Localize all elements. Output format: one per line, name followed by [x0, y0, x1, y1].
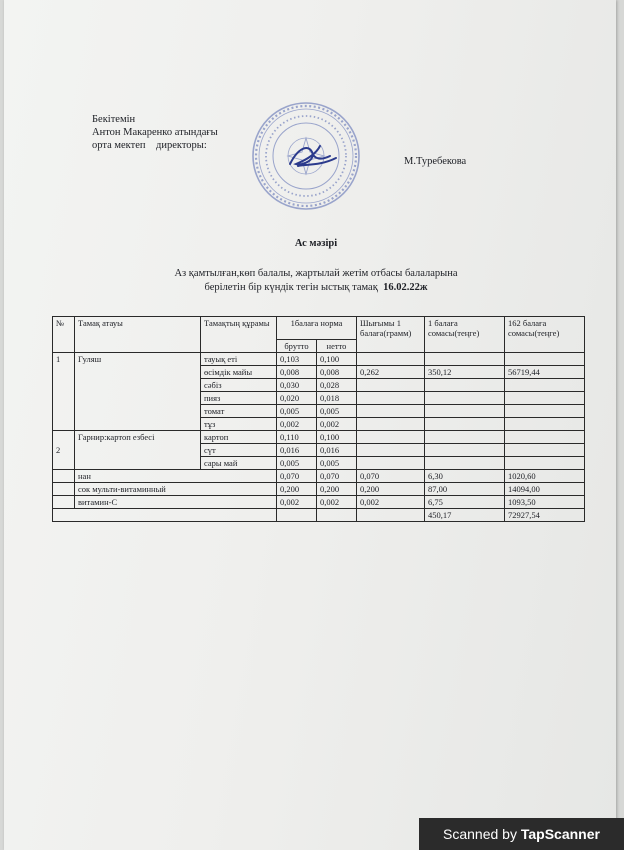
- scanner-brand: TapScanner: [520, 826, 600, 842]
- ingredient-brutto: 0,005: [277, 457, 317, 470]
- ingredient-netto: 0,005: [317, 457, 357, 470]
- ingredient-brutto: 0,005: [277, 405, 317, 418]
- table-row: [53, 353, 585, 366]
- ingredient-brutto: 0,008: [277, 366, 317, 379]
- extra-consumption: 0,070: [357, 470, 425, 483]
- dish-number: 1: [53, 353, 75, 431]
- scanner-watermark: [419, 818, 624, 850]
- ingredient-name: сәбіз: [201, 379, 277, 392]
- signature-mark: [290, 146, 336, 166]
- ingredient-name: томат: [201, 405, 277, 418]
- subtitle-text: берілетін бір күндік тегін ыстық тамақ: [204, 282, 378, 293]
- ingredient-name: сүт: [201, 444, 277, 457]
- approval-line-3: орта мектеп директоры:: [92, 140, 207, 151]
- approval-line-2: Антон Макаренко атындағы: [92, 127, 218, 138]
- extra-name: сок мульти-витаминный: [75, 483, 277, 496]
- extra-price-162: 1093,50: [505, 496, 585, 509]
- table-row: [53, 496, 585, 509]
- extra-brutto: 0,200: [277, 483, 317, 496]
- extra-brutto: 0,002: [277, 496, 317, 509]
- ingredient-brutto: 0,103: [277, 353, 317, 366]
- dish-name: Гарнир:картоп езбесі: [75, 431, 201, 470]
- ingredient-brutto: 0,110: [277, 431, 317, 444]
- ingredient-name: өсімдік майы: [201, 366, 277, 379]
- ingredient-name: тауық еті: [201, 353, 277, 366]
- menu-date: 16.02.22ж: [383, 282, 428, 293]
- header-price-162: 162 балаға сомасы(теңге): [505, 317, 585, 353]
- extra-brutto: 0,070: [277, 470, 317, 483]
- ingredient-brutto: 0,016: [277, 444, 317, 457]
- ingredient-brutto: 0,002: [277, 418, 317, 431]
- dish-price-one: 350,12: [425, 366, 505, 379]
- extra-price-162: 1020,60: [505, 470, 585, 483]
- extra-name: витамин-С: [75, 496, 277, 509]
- ingredient-netto: 0,028: [317, 379, 357, 392]
- ingredient-brutto: 0,030: [277, 379, 317, 392]
- table-row: [53, 431, 585, 444]
- extra-consumption: 0,200: [357, 483, 425, 496]
- ingredient-netto: 0,005: [317, 405, 357, 418]
- table-row: [53, 470, 585, 483]
- menu-table: [52, 316, 585, 522]
- total-price-one: 450,17: [425, 509, 505, 522]
- total-price-162: 72927,54: [505, 509, 585, 522]
- ingredient-name: картоп: [201, 431, 277, 444]
- extra-price-one: 6,75: [425, 496, 505, 509]
- scanner-prefix: Scanned by: [443, 826, 521, 842]
- extra-consumption: 0,002: [357, 496, 425, 509]
- table-row: [53, 483, 585, 496]
- header-dish: Тамақ атауы: [75, 317, 201, 353]
- extra-price-one: 6,30: [425, 470, 505, 483]
- extra-netto: 0,002: [317, 496, 357, 509]
- ingredient-netto: 0,018: [317, 392, 357, 405]
- dish-name: Гуляш: [75, 353, 201, 431]
- extra-name: нан: [75, 470, 277, 483]
- ingredient-name: тұз: [201, 418, 277, 431]
- header-netto: нетто: [317, 340, 357, 353]
- document-subtitle-2: [4, 282, 624, 293]
- header-brutto: брутто: [277, 340, 317, 353]
- director-name: М.Туребекова: [404, 156, 467, 167]
- extra-price-162: 14094,00: [505, 483, 585, 496]
- ingredient-netto: 0,016: [317, 444, 357, 457]
- extra-netto: 0,070: [317, 470, 357, 483]
- document-heading: Ас мәзірі: [294, 238, 338, 249]
- ingredient-name: сары май: [201, 457, 277, 470]
- extra-netto: 0,200: [317, 483, 357, 496]
- dish-consumption: 0,262: [357, 366, 425, 379]
- header-price-one: 1 балаға сомасы(теңге): [425, 317, 505, 353]
- ingredient-name: пияз: [201, 392, 277, 405]
- official-seal-stamp: [250, 100, 362, 212]
- header-consumption: Шығымы 1 балаға(грамм): [357, 317, 425, 353]
- table-header-row: [53, 317, 585, 340]
- ingredient-brutto: 0,020: [277, 392, 317, 405]
- extra-price-one: 87,00: [425, 483, 505, 496]
- approval-block: [92, 113, 218, 152]
- approval-line-1: Бекітемін: [92, 114, 136, 125]
- dish-number: 2: [53, 431, 75, 470]
- header-norm: 1балаға норма: [277, 317, 357, 340]
- ingredient-netto: 0,100: [317, 431, 357, 444]
- dish-price-162: 56719,44: [505, 366, 585, 379]
- table-total-row: [53, 509, 585, 522]
- ingredient-netto: 0,008: [317, 366, 357, 379]
- header-composition: Тамақтың құрамы: [201, 317, 277, 353]
- ingredient-netto: 0,100: [317, 353, 357, 366]
- header-num: №: [53, 317, 75, 353]
- document-subtitle-1: Аз қамтылған,көп балалы, жартылай жетім отбасы балаларына: [174, 268, 458, 279]
- ingredient-netto: 0,002: [317, 418, 357, 431]
